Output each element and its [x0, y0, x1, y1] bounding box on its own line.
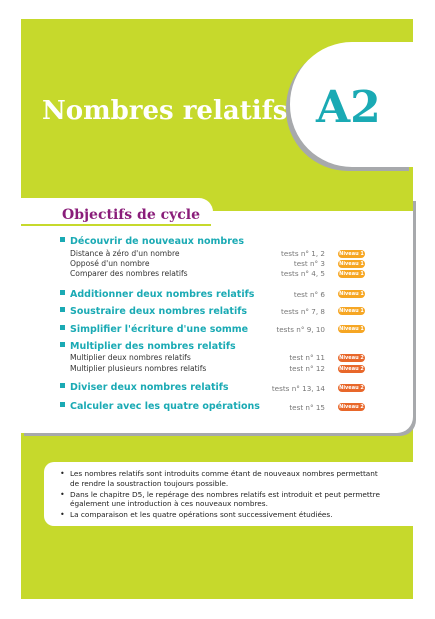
- level-badge: Niveau 2: [339, 355, 364, 361]
- level-badge: Niveau 2: [339, 385, 364, 391]
- note-item: • Les nombres relatifs sont introduits comme étant de nouveaux nombres permettant de rendre la soustraction toujours possible.: [60, 469, 378, 488]
- level-badge: Niveau 1: [339, 261, 364, 267]
- test-ref: tests n° 7, 8: [281, 307, 325, 316]
- level-badge: Niveau 1: [339, 326, 364, 332]
- square-bullet-icon: [60, 325, 65, 330]
- level-badge: Niveau 1: [339, 308, 364, 314]
- level-badge: Niveau 1: [339, 291, 364, 297]
- test-ref: test n° 6: [293, 290, 325, 299]
- test-ref: tests n° 4, 5: [281, 269, 325, 278]
- level-badge: Niveau 1: [339, 271, 364, 277]
- section-title: Simplifier l'écriture d'une somme: [60, 324, 248, 335]
- card-notch: [211, 198, 413, 211]
- chapter-title: Nombres relatifs: [42, 96, 288, 126]
- test-ref: test n° 12: [289, 364, 325, 373]
- square-bullet-icon: [60, 383, 65, 388]
- test-ref: test n° 11: [289, 353, 325, 362]
- objective-item: Distance à zéro d'un nombre: [70, 249, 180, 258]
- square-bullet-icon: [60, 237, 65, 242]
- test-ref: tests n° 13, 14: [271, 384, 325, 393]
- square-bullet-icon: [60, 342, 65, 347]
- section-title: Additionner deux nombres relatifs: [60, 289, 254, 300]
- notes-list: [58, 469, 388, 521]
- card-top-edge: [211, 211, 413, 226]
- chapter-code: A2: [316, 82, 381, 133]
- level-badge: Niveau 2: [339, 366, 364, 372]
- test-ref: test n° 15: [289, 403, 325, 412]
- objective-item: Comparer des nombres relatifs: [70, 269, 188, 278]
- section-title: Diviser deux nombres relatifs: [60, 382, 229, 393]
- objective-item: Opposé d'un nombre: [70, 259, 150, 268]
- section-title: Multiplier des nombres relatifs: [60, 341, 236, 352]
- section-title: Soustraire deux nombres relatifs: [60, 306, 247, 317]
- objective-item: Multiplier plusieurs nombres relatifs: [70, 364, 207, 373]
- test-ref: tests n° 9, 10: [276, 325, 325, 334]
- note-item: • La comparaison et les quatre opérations sont successivement étudiées.: [60, 510, 333, 520]
- square-bullet-icon: [60, 290, 65, 295]
- square-bullet-icon: [60, 307, 65, 312]
- bullet-icon: •: [60, 489, 65, 499]
- level-badge: Niveau 2: [339, 404, 364, 410]
- bullet-icon: •: [60, 469, 65, 478]
- test-ref: tests n° 1, 2: [281, 249, 325, 258]
- objective-item: Multiplier deux nombres relatifs: [70, 353, 191, 362]
- bullet-icon: •: [60, 510, 65, 520]
- square-bullet-icon: [60, 402, 65, 407]
- level-badge: Niveau 1: [339, 251, 364, 257]
- test-ref: test n° 3: [293, 259, 325, 268]
- section-title: Calculer avec les quatre opérations: [60, 401, 260, 412]
- objectives-heading: Objectifs de cycle: [62, 207, 201, 223]
- note-item: • Dans le chapitre D5, le repérage des nombres relatifs est introduit et peut permettre également une introduction à ces nouveaux nombres.: [60, 489, 380, 509]
- section-title: Découvrir de nouveaux nombres: [60, 236, 244, 247]
